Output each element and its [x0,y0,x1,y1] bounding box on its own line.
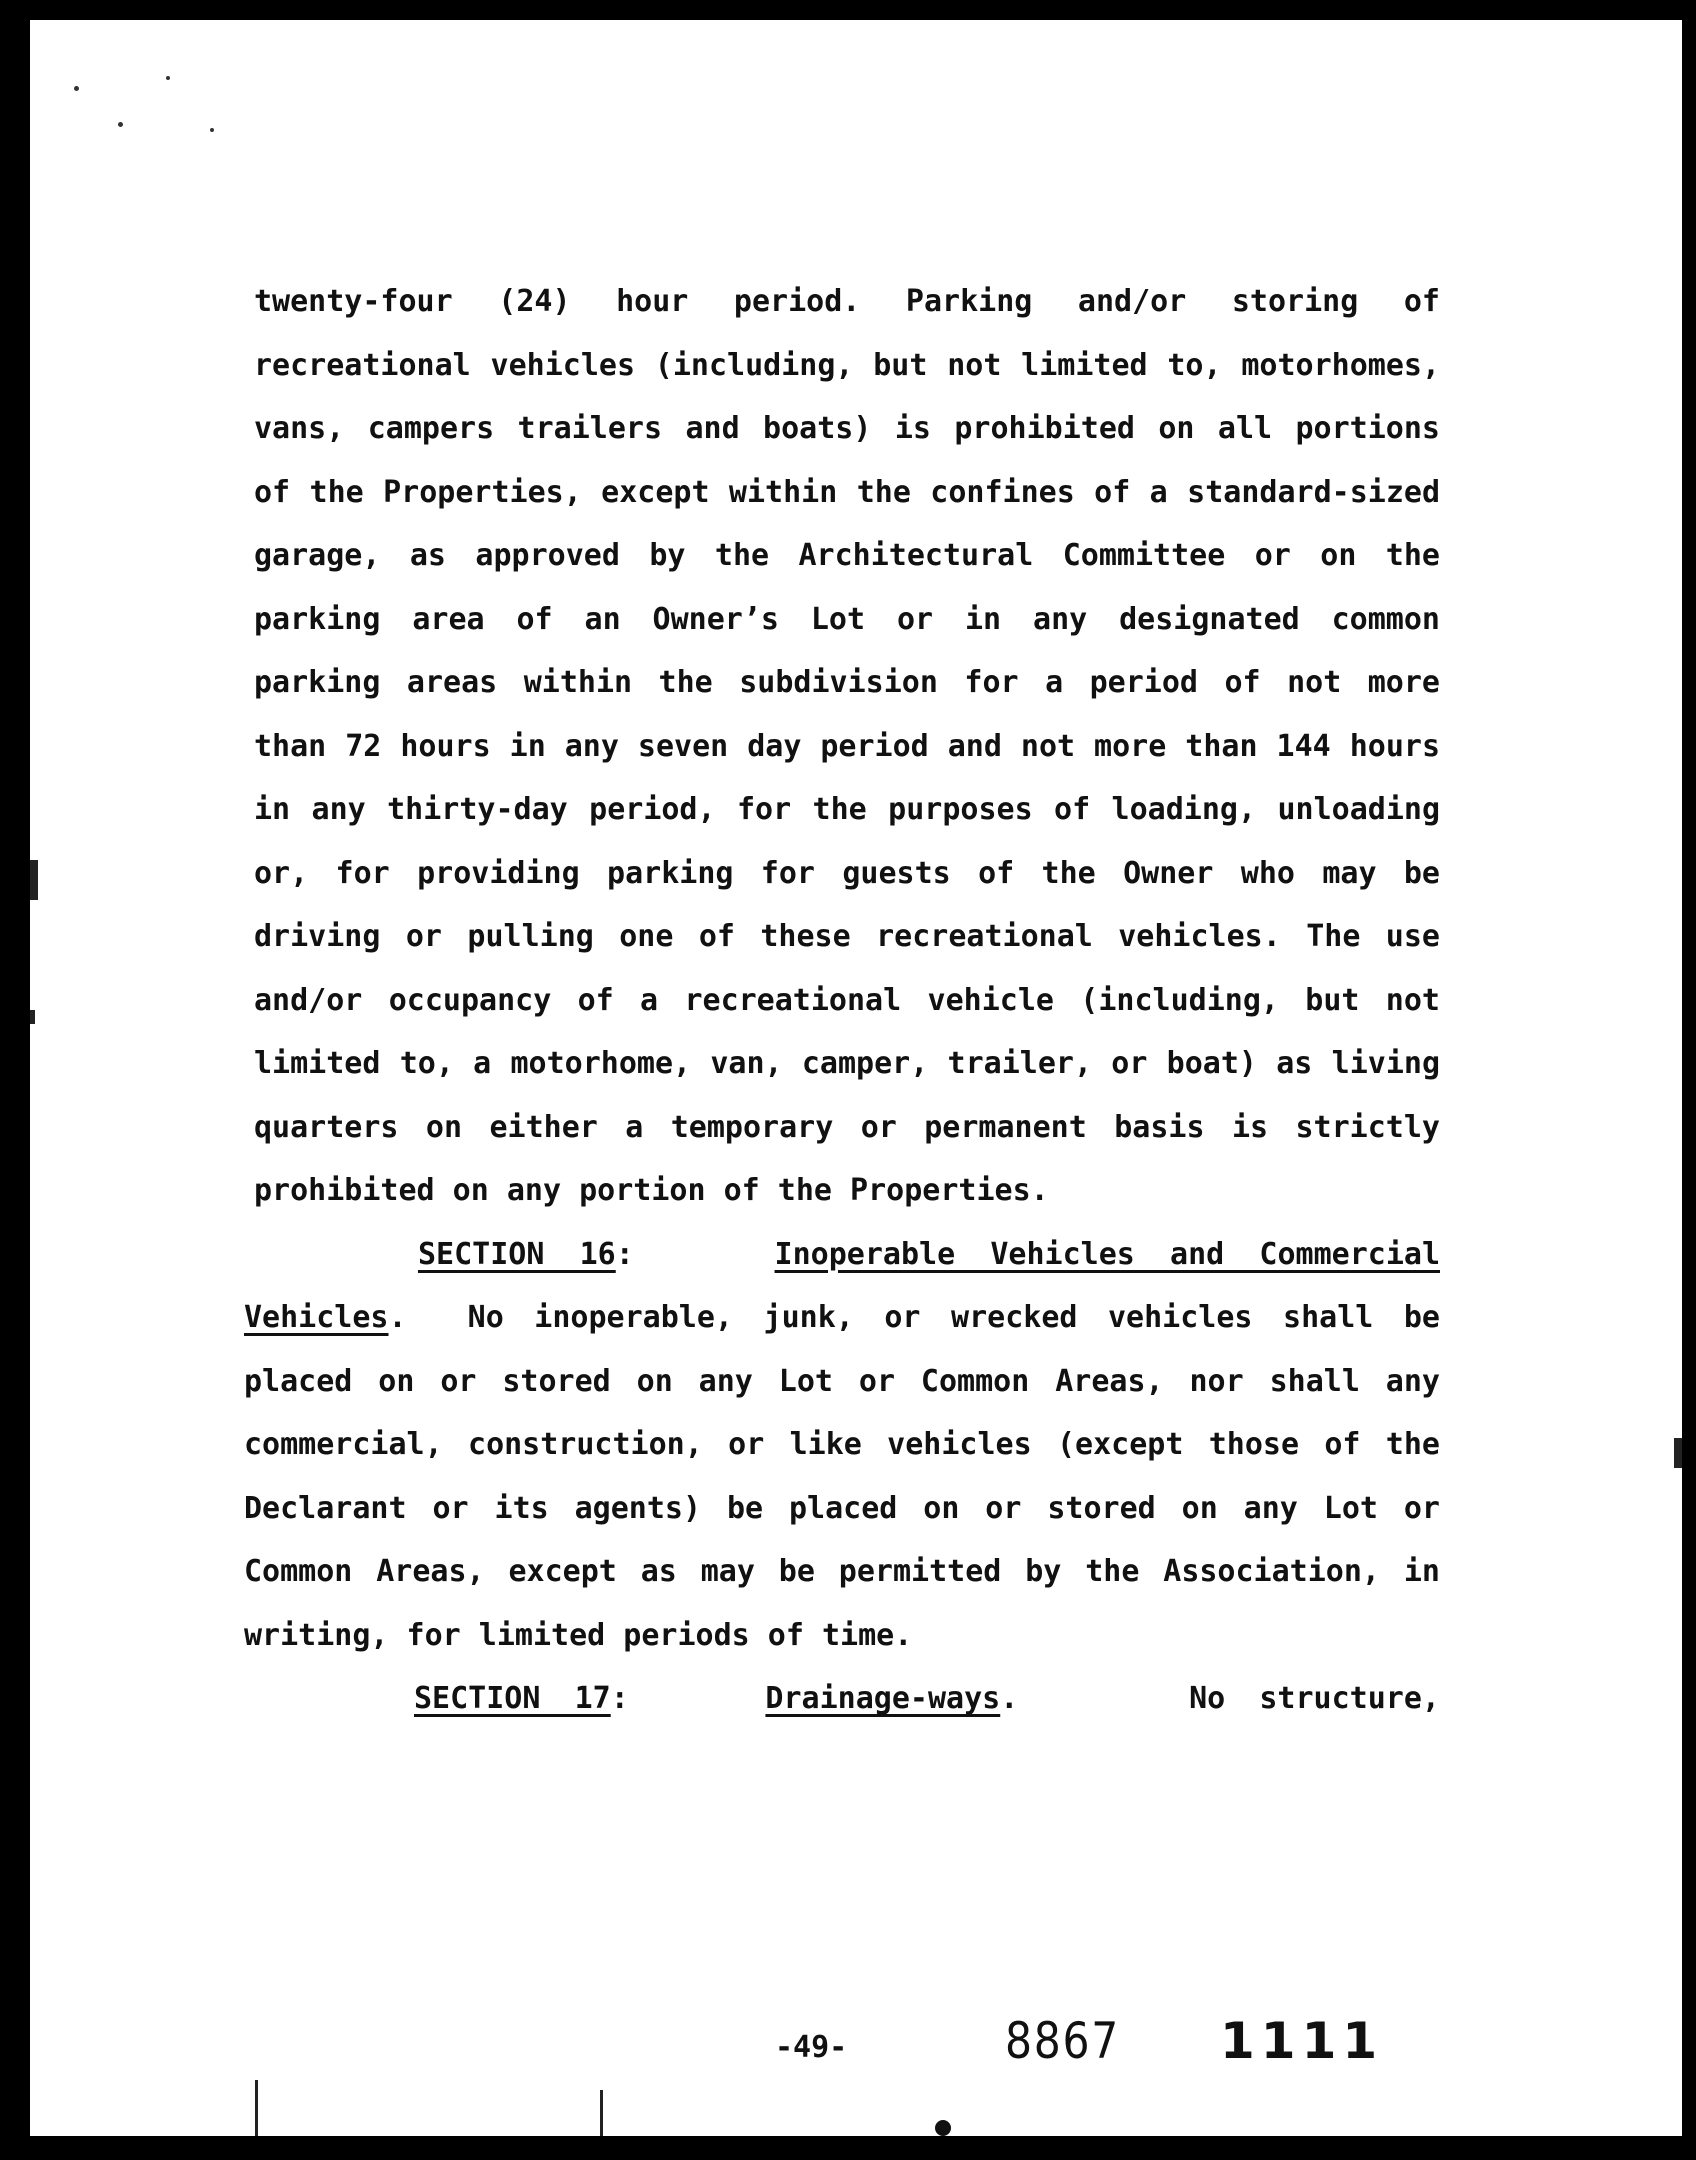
section-16-paragraph: SECTION 16: Inoperable Vehicles and Commercial Vehicles. No inoperable, junk, or wrecked vehicles shall be placed on or stored on any Lot or Common Areas, nor shall any commercial, construction, or like vehicles (except those of the Declarant or its agents) be placed on or stored on any Lot or Common Areas, except as may be permitted by the Association, in writing, for limited periods of time. [244,1236,1441,1653]
scan-speck [210,128,214,132]
paragraph-text: No structure, [1189,1681,1440,1716]
scan-edge-mark [1674,1438,1682,1468]
scan-speck [166,76,170,80]
document-page [30,20,1682,2136]
paragraph-text: twenty-four (24) hour period. Parking and/or storing of recreational vehicles (including, but not limited to, motorhomes, vans, campers trailers and boats) is prohibited on all portions of the Properties, except within the confines of a standard-sized garage, as approved by the Architectural Committee or on the parking area of an Owner’s Lot or in any designated common parking areas within the subdivision for a period of not more than 72 hours in any seven day period and not more than 144 hours in any thirty-day period, for the purposes of loading, unloading or, for providing parking for guests of the Owner who may be driving or pulling one of these recreational vehicles. The use and/or occupancy of a recreational vehicle (including, but not limited to, a motorhome, van, camper, trailer, or boat) as living quarters on either a temporary or permanent basis is strictly prohibited on any portion of the Properties. [254,284,1440,1208]
scan-edge-mark [30,860,38,900]
section-title: Drainage-ways [765,1681,1001,1716]
document-code: 1111 [1220,2012,1384,2070]
scan-speck [118,122,123,127]
scan-edge-mark [30,1010,35,1024]
page-number: -49- [775,2030,848,2065]
scan-edge-mark [600,2090,603,2136]
document-number: 8867 [1005,2012,1120,2070]
paragraph-text: No inoperable, junk, or wrecked vehicles shall be placed on or stored on any Lot or Common Areas, nor shall any commercial, construction, or like vehicles (except those of the Declarant or its agents) be placed on or stored on any Lot or Common Areas, except as may be permitted by the Association, in writing, for limited periods of time. [244,1300,1440,1653]
section-label: SECTION 16 [418,1236,616,1272]
section-title: Inoperable Vehicles and Commercial Vehicles [244,1236,1441,1335]
section-label: SECTION 17 [414,1681,611,1716]
continuation-paragraph [254,270,1440,1223]
scan-speck [935,2120,951,2136]
scan-speck [74,86,79,91]
document-body [244,270,1441,1731]
section-17-paragraph: SECTION 17: Drainage-ways. No structure, [414,1681,1440,1716]
scan-edge-mark [255,2080,258,2136]
